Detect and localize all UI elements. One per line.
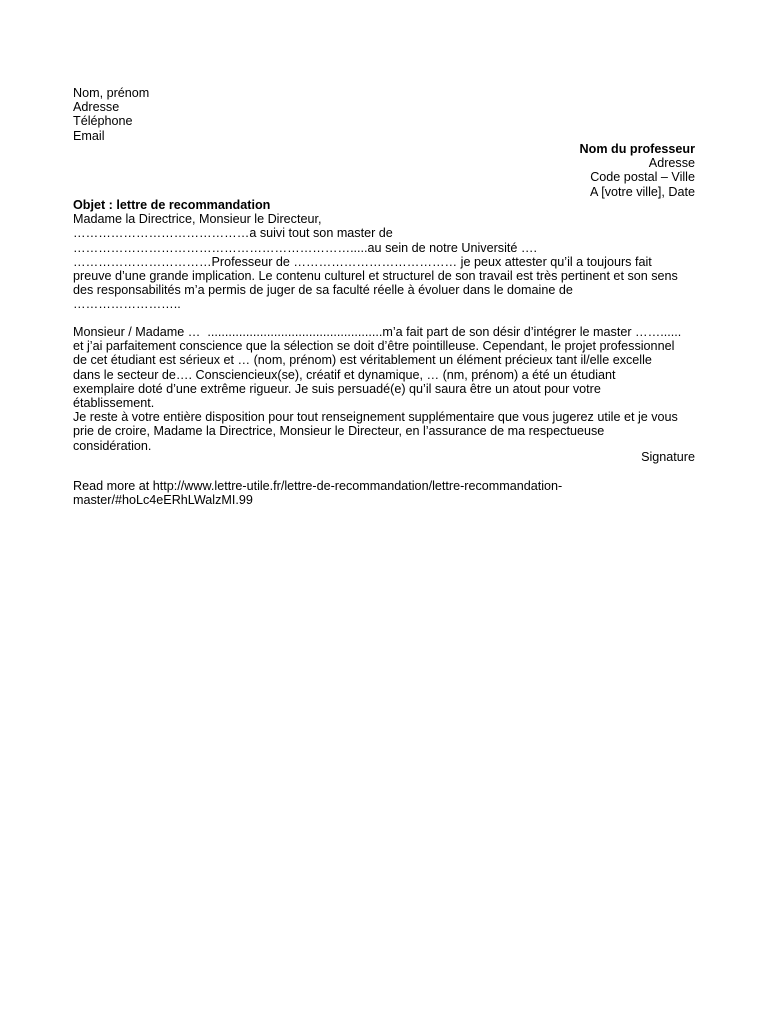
read-more-link-line-2[interactable]: master/#hoLc4eERhLWalzMI.99 <box>73 493 253 508</box>
paragraph-2-line: dans le secteur de…. Consciencieux(se), créatif et dynamique, … (nm, prénom) a été un étudiant <box>73 367 616 382</box>
paragraph-2-line: de cet étudiant est sérieux et … (nom, prénom) est véritablement un élément précieux tant il/elle excelle <box>73 353 652 368</box>
paragraph-2-line: établissement. <box>73 396 155 411</box>
paragraph-1-line: ……………………………………a suivi tout son master de <box>73 226 393 241</box>
sender-email: Email <box>73 128 105 143</box>
paragraph-2-line: exemplaire doté d’une extrême rigueur. Je suis persuadé(e) qu’il saura être un atout pour votre <box>73 381 601 396</box>
sender-phone: Téléphone <box>73 114 133 129</box>
paragraph-1-line: preuve d’une grande implication. Le contenu culturel et structurel de son travail est très pertinent et son sens <box>73 269 678 284</box>
letter-salutation: Madame la Directrice, Monsieur le Directeur, <box>73 212 322 227</box>
paragraph-2-line: Monsieur / Madame … ..................................................m’a fait part de son désir d’intégrer le master ……...... <box>73 325 682 339</box>
paragraph-2 <box>73 325 695 453</box>
letter-subject: Objet : lettre de recommandation <box>73 198 271 212</box>
paragraph-2-line: et j’ai parfaitement conscience que la sélection se doit d’être pointilleuse. Cependant, le projet professionnel <box>73 339 675 354</box>
recipient-place-date: A [votre ville], Date <box>590 184 695 199</box>
recipient-block <box>73 142 695 199</box>
sender-name: Nom, prénom <box>73 86 150 100</box>
paragraph-1-line: ……………………………Professeur de ………………………………… je peux attester qu’il a toujours fait <box>73 254 652 269</box>
read-more-footer[interactable] <box>73 479 695 507</box>
sender-address: Adresse <box>73 100 120 115</box>
paragraph-2-line: prie de croire, Madame la Directrice, Monsieur le Directeur, en l’assurance de ma respectueuse <box>73 424 605 439</box>
paragraph-2-line: considération. <box>73 438 152 453</box>
paragraph-1-line: des responsabilités m’a permis de juger de sa faculté réelle à évoluer dans le domaine de <box>73 283 573 298</box>
paragraph-1-line: …………………….. <box>73 297 181 312</box>
paragraph-1-line: ………………………………………………………….....au sein de notre Université …. <box>73 240 537 255</box>
recipient-address: Adresse <box>648 156 695 171</box>
signature-label: Signature <box>641 450 695 464</box>
paragraph-2-line: Je reste à votre entière disposition pour tout renseignement supplémentaire que vous jugerez utile et je vous <box>73 410 678 425</box>
read-more-link-line-1[interactable]: Read more at http://www.lettre-utile.fr/lettre-de-recommandation/lettre-recommandation- <box>73 479 563 493</box>
recipient-city: Code postal – Ville <box>590 170 695 185</box>
signature-block <box>73 450 695 464</box>
sender-block <box>73 86 695 143</box>
letter-opening <box>73 198 695 312</box>
recipient-name: Nom du professeur <box>579 142 695 156</box>
